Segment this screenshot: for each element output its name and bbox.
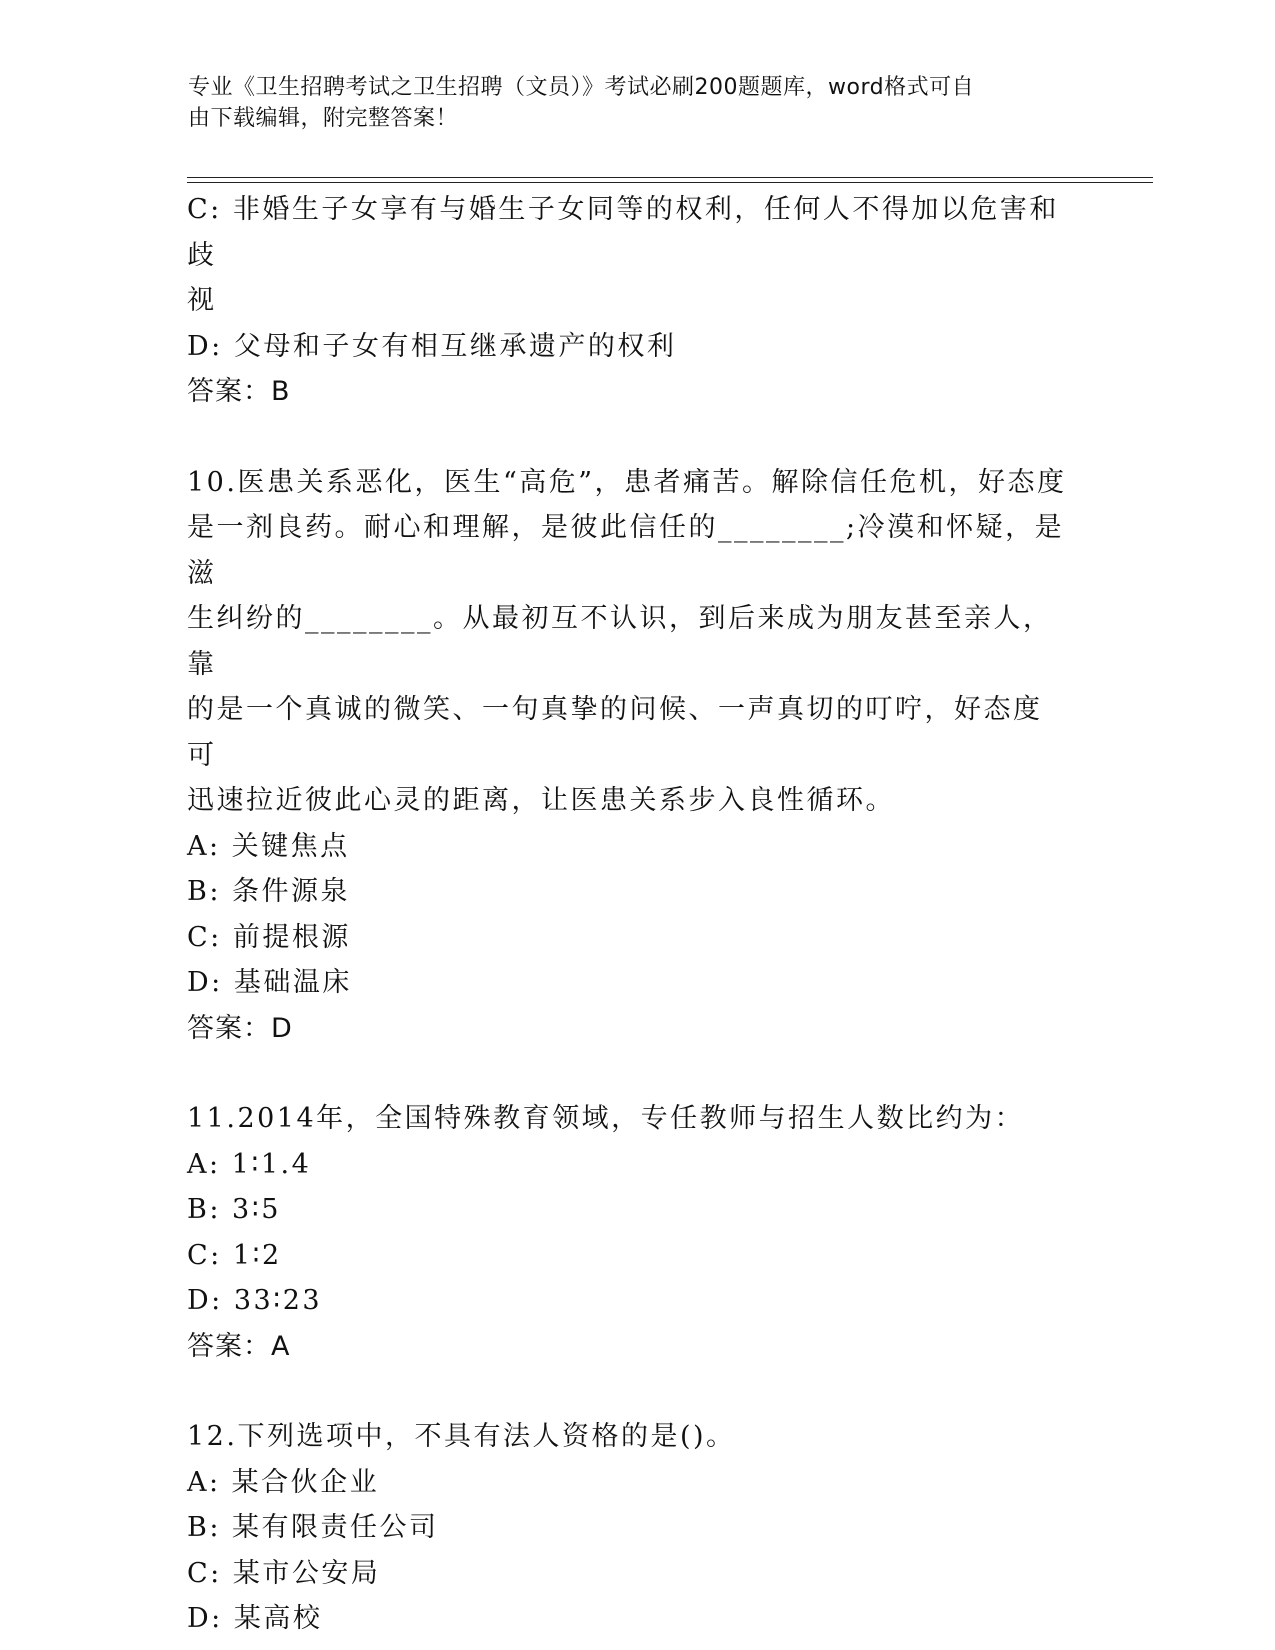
question-stem — [187, 460, 1067, 824]
option-b: B: 条件源泉 — [187, 876, 351, 907]
option-d: D: 父母和子女有相互继承遗产的权利 — [187, 330, 677, 362]
option-b: B: 某有限责任公司 — [187, 1512, 439, 1543]
header-line-1: 专业《卫生招聘考试之卫生招聘（文员）》考试必刷200题题库，word格式可自 — [188, 75, 975, 100]
stem-line: 11.2014年，全国特殊教育领域，专任教师与招生人数比约为： — [187, 1103, 1025, 1134]
option-d: D: 基础温床 — [187, 967, 352, 998]
header-divider-top — [187, 177, 1153, 178]
question-12 — [187, 1414, 1087, 1642]
option-c: C: 1∶2 — [187, 1239, 282, 1271]
option-a: A: 某合伙企业 — [187, 1466, 380, 1498]
option-a: A: 1∶1.4 — [187, 1148, 312, 1180]
header-line-2: 由下载编辑，附完整答案！ — [188, 106, 459, 131]
question-11 — [187, 1096, 1087, 1369]
option-b: B: 3∶5 — [187, 1194, 281, 1225]
option-c-continuation: 视 — [187, 285, 217, 316]
option-c: C: 前提根源 — [187, 921, 351, 953]
question-10 — [187, 460, 1087, 1052]
option-d: D: 某高校 — [187, 1603, 323, 1634]
document-header — [188, 72, 1068, 134]
question-list — [187, 187, 1087, 1642]
stem-line: 是一剂良药。耐心和理解，是彼此信任的________;冷漠和怀疑，是滋 — [187, 512, 1065, 589]
question-stem — [187, 1096, 1067, 1142]
stem-line: 生纠纷的________。从最初互不认识，到后来成为朋友甚至亲人，靠 — [187, 603, 1053, 680]
answer-line: 答案：D — [187, 1012, 293, 1044]
stem-line: 10.医患关系恶化，医生“高危”，患者痛苦。解除信任危机，好态度 — [187, 466, 1067, 498]
answer-line: 答案：B — [187, 376, 291, 407]
option-d: D: 33∶23 — [187, 1285, 323, 1316]
stem-line: 的是一个真诚的微笑、一句真挚的问候、一声真切的叮咛，好态度可 — [187, 694, 1043, 771]
option-c: C: 非婚生子女享有与婚生子女同等的权利，任何人不得加以危害和歧 — [187, 194, 1059, 271]
answer-line: 答案：A — [187, 1330, 291, 1362]
prev-question-tail — [187, 187, 1087, 415]
question-stem — [187, 1414, 1067, 1460]
option-a: A: 关键焦点 — [187, 830, 350, 862]
stem-line: 迅速拉近彼此心灵的距离，让医患关系步入良性循环。 — [187, 785, 895, 816]
option-c: C: 某市公安局 — [187, 1557, 381, 1589]
stem-line: 12.下列选项中，不具有法人资格的是()。 — [187, 1421, 736, 1452]
header-divider-bottom — [187, 182, 1153, 183]
